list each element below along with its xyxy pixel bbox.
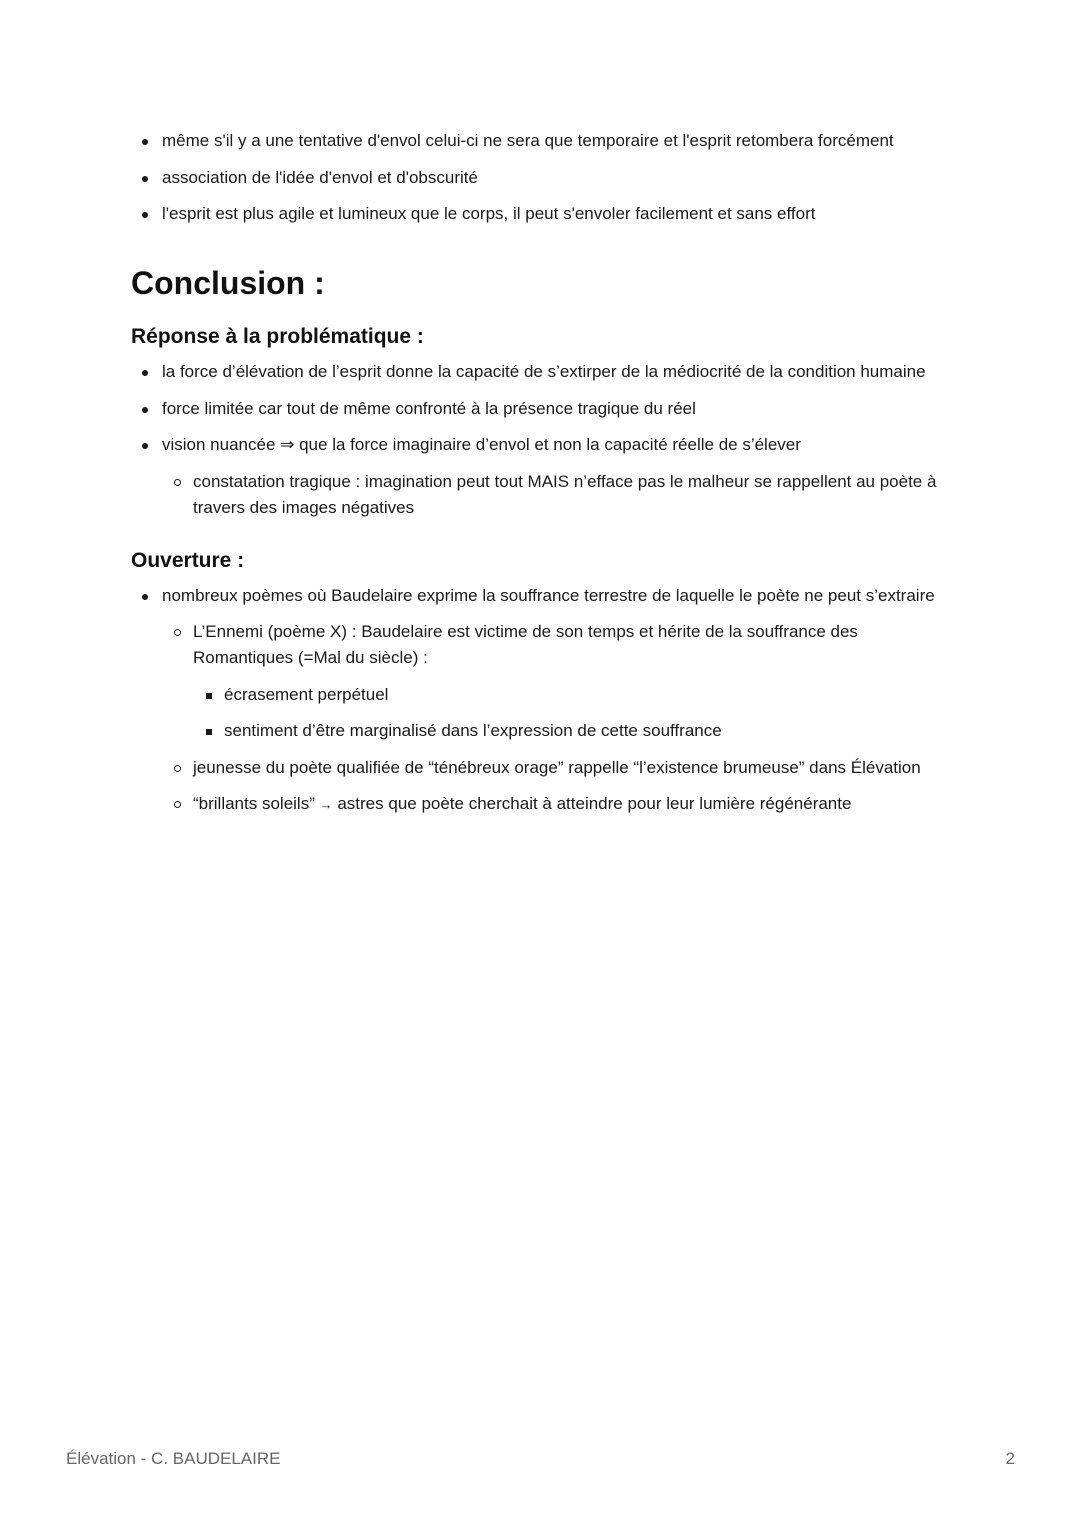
list-item — [131, 583, 961, 819]
list-item-text: nombreux poèmes où Baudelaire exprime la souffrance terrestre de laquelle le poète ne peut s’extraire — [162, 585, 935, 605]
list-item: association de l'idée d'envol et d'obscurité — [131, 165, 961, 191]
sub-list-item: jeunesse du poète qualifiée de “ténébreux orage” rappelle “l’existence brumeuse” dans Élévation — [162, 755, 961, 781]
list-item: l'esprit est plus agile et lumineux que le corps, il peut s'envoler facilement et sans effort — [131, 201, 961, 227]
page-number: 2 — [1005, 1449, 1015, 1468]
conclusion-heading: Conclusion : — [131, 265, 325, 301]
footer-title: Élévation - C. BAUDELAIRE — [66, 1449, 281, 1468]
page-content — [131, 128, 961, 818]
sub-list-item-text: astres que poète cherchait à atteindre pour leur lumière régénérante — [337, 794, 852, 813]
reponse-heading: Réponse à la problématique : — [131, 325, 424, 348]
ouverture-bullet-list — [131, 583, 961, 819]
ouverture-heading: Ouverture : — [131, 548, 245, 572]
intro-bullet-list — [131, 128, 961, 227]
list-item — [131, 432, 961, 521]
sub-list-item — [162, 619, 961, 744]
sub-sub-list-item: sentiment d’être marginalisé dans l’expression de cette souffrance — [193, 718, 961, 744]
list-item: force limitée car tout de même confronté à la présence tragique du réel — [131, 396, 961, 422]
list-item: même s'il y a une tentative d'envol celui-ci ne sera que temporaire et l'esprit retombera forcément — [131, 128, 961, 154]
sub-list-item — [162, 791, 961, 818]
sub-list-item: constatation tragique : imagination peut tout MAIS n’efface pas le malheur se rappellent au poète à travers des images négatives — [162, 469, 961, 521]
reponse-bullet-list — [131, 359, 961, 521]
list-item: la force d’élévation de l’esprit donne la capacité de s’extirper de la médiocrité de la condition humaine — [131, 359, 961, 385]
reponse-sub-list — [162, 469, 961, 521]
list-item-text: vision nuancée ⇒ que la force imaginaire d’envol et non la capacité réelle de s’élever — [162, 435, 801, 454]
right-arrow-icon: → — [319, 797, 333, 812]
quote-text: “brillants soleils” — [193, 794, 315, 813]
ouverture-sub-list — [162, 619, 961, 818]
sub-sub-list-item: écrasement perpétuel — [193, 682, 961, 708]
ouverture-sub-sub-list — [193, 682, 961, 745]
sub-list-item-text: L’Ennemi (poème X) : Baudelaire est victime de son temps et hérite de la souffrance des Romantiques (=Mal du siècle) : — [193, 622, 858, 667]
